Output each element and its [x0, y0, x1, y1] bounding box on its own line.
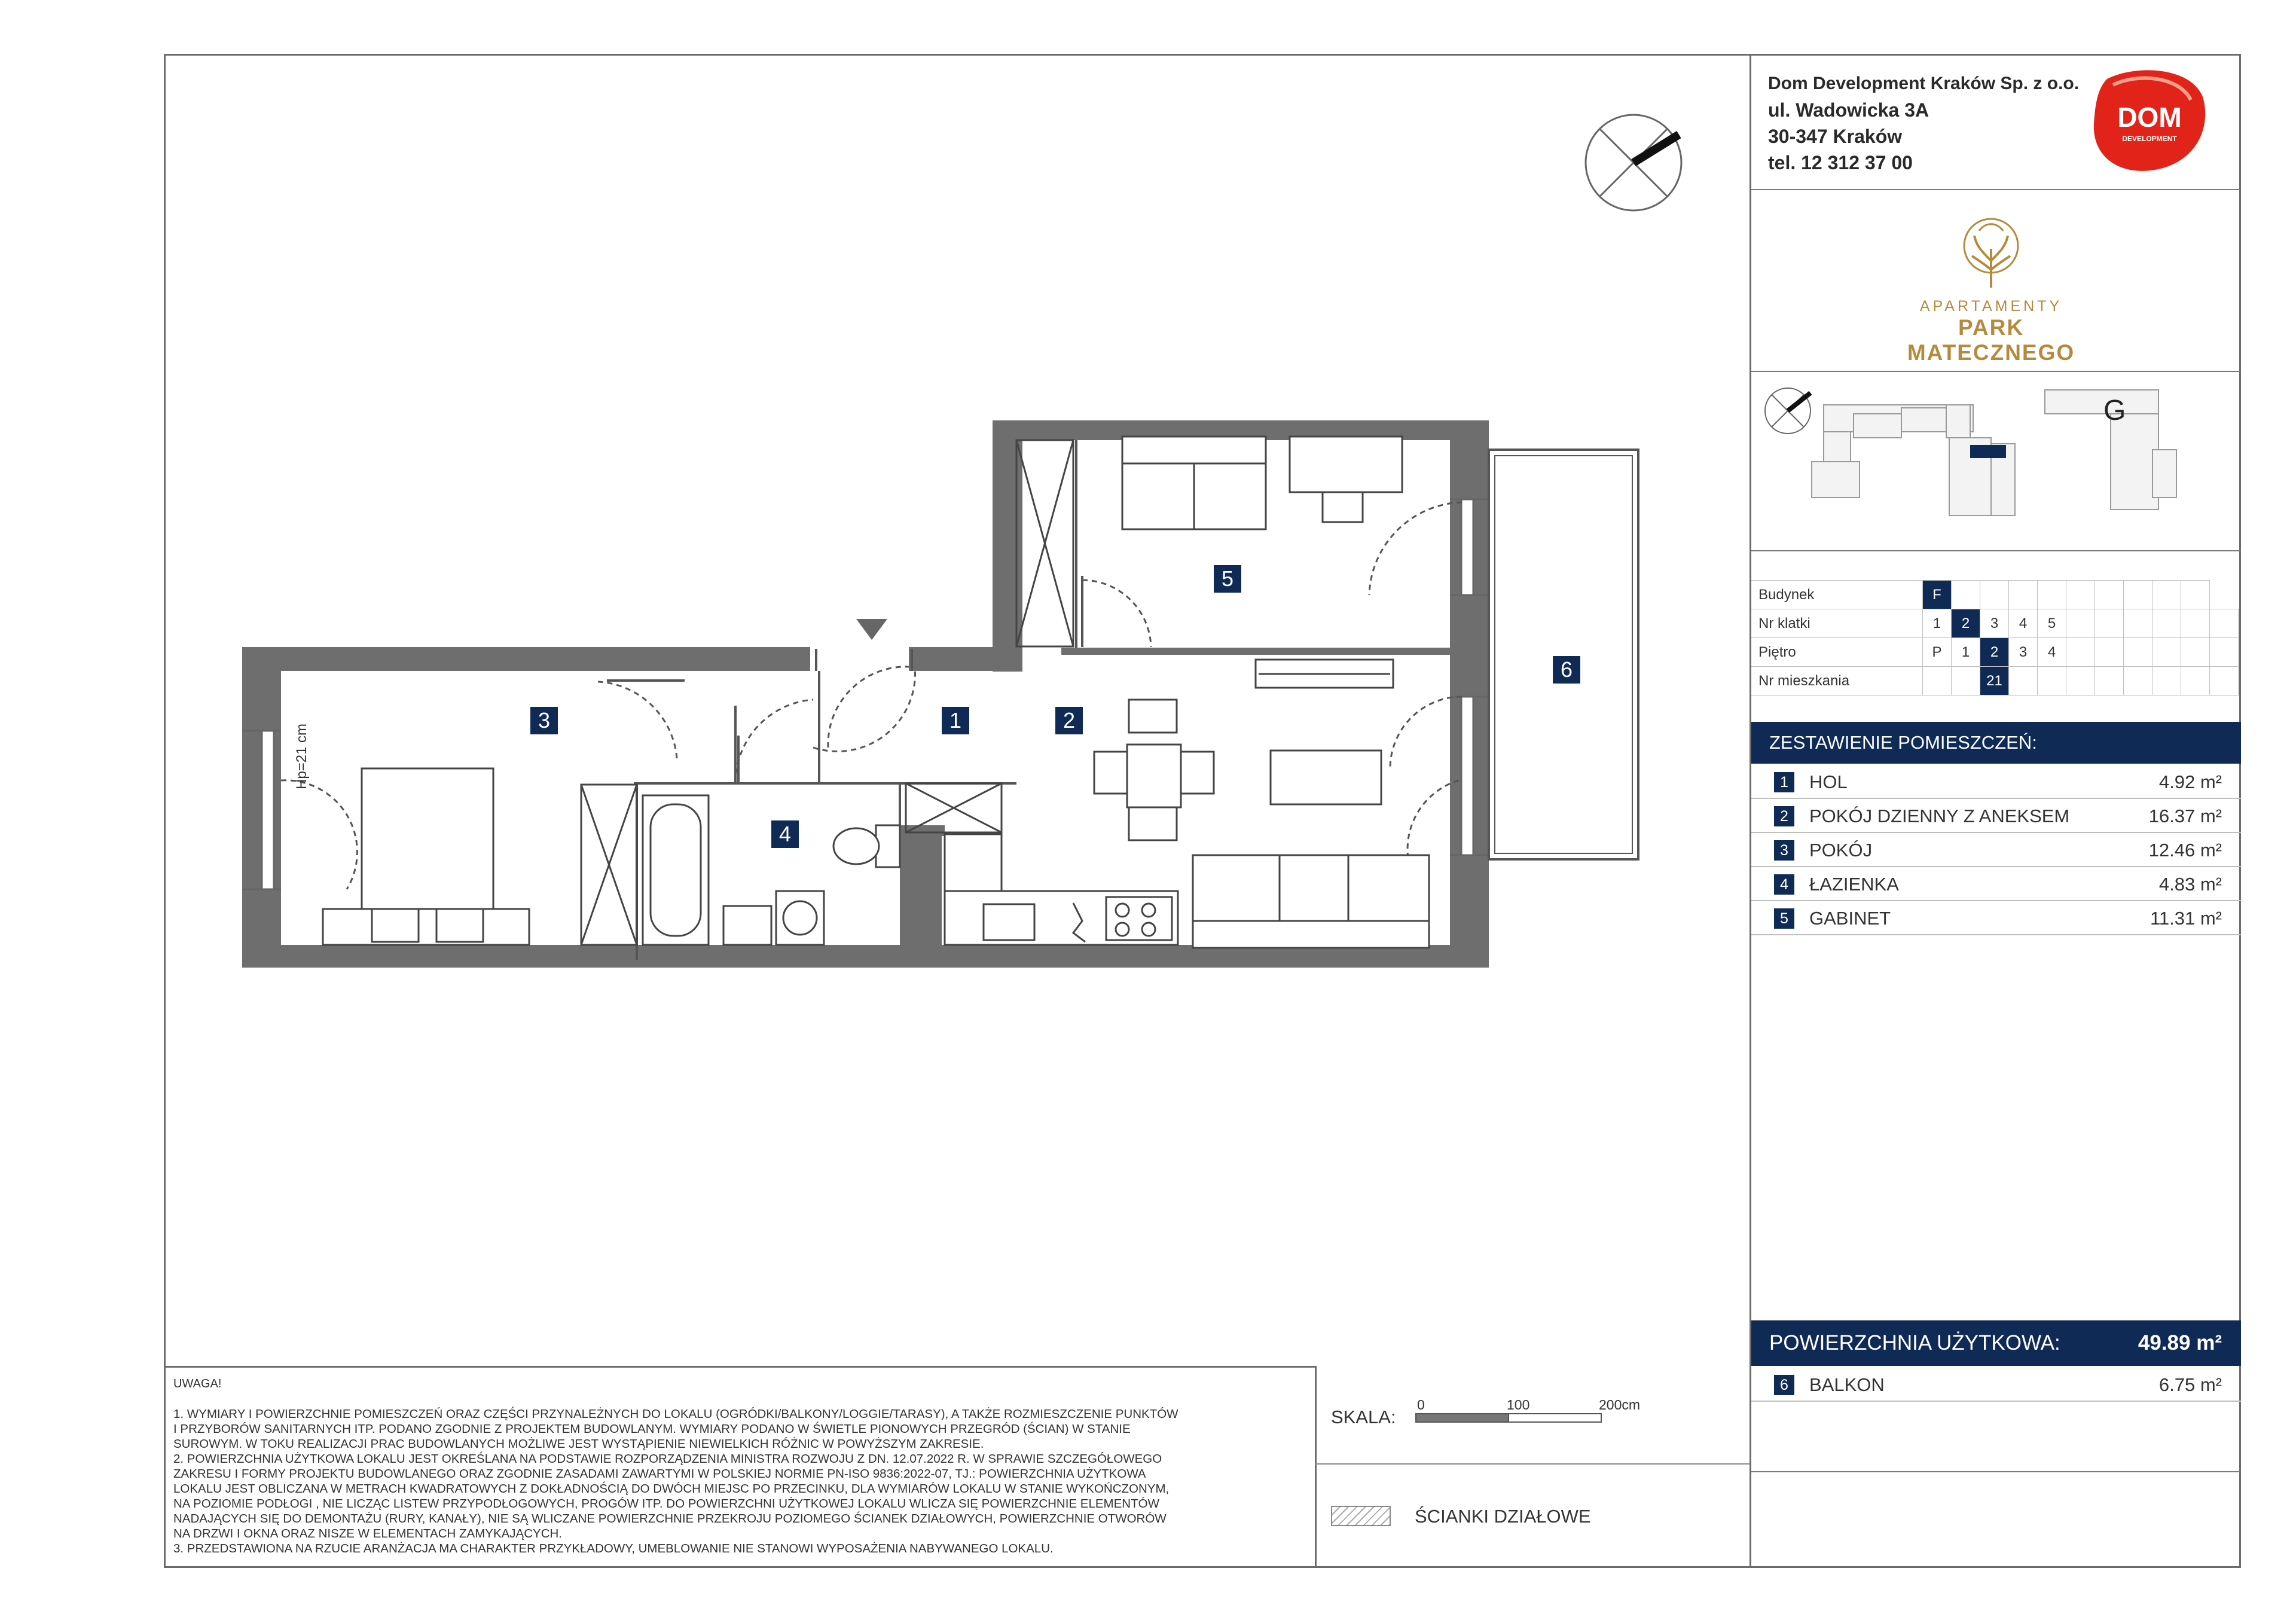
room-label-5: 5 — [1214, 565, 1241, 593]
total-area-label: POWIERZCHNIA UŻYTKOWA: — [1769, 1331, 2060, 1354]
note-line: 1. WYMIARY I POWIERZCHNIE POMIESZCZEŃ ORAZ CZĘŚCI PRZYNALEŻNYCH DO LOKALU (OGRÓDKI/BALKONY/LOGGIE/TARASY), A TAKŻE ROZMIESZCZENIE PUNKTÓW — [173, 1407, 1178, 1421]
room-name: POKÓJ — [1809, 840, 1873, 861]
floor-plan — [166, 56, 1750, 1366]
brand-line-2: PARK MATECZNEGO — [1907, 315, 2075, 365]
key-compass-icon — [1765, 388, 1810, 434]
notes-title: UWAGA! — [173, 1377, 222, 1390]
divider-bottom — [1751, 1471, 2241, 1472]
room-num: 3 — [1774, 840, 1794, 861]
staircase-value-3: 4 — [2009, 609, 2038, 638]
floor-value-3: 3 — [2009, 638, 2038, 667]
note-line: 2. POWIERZCHNIA UŻYTKOWA LOKALU JEST OKREŚLANA NA PODSTAWIE ROZPORZĄDZENIA MINISTRA ROZWOJU Z DN. 12.07.2022 R. W SPRAWIE SZCZEGÓŁOWEGO — [173, 1452, 1162, 1466]
room-label-3: 3 — [530, 707, 558, 734]
total-area-value: 49.89 m² — [2138, 1331, 2222, 1354]
partition-swatch — [1331, 1506, 1391, 1526]
key-plan — [1758, 378, 2236, 545]
room-area: 16.37 m² — [2148, 806, 2222, 826]
room-num: 1 — [1774, 772, 1794, 792]
divider-brand — [1751, 371, 2241, 372]
room-area: 6.75 m² — [2158, 1374, 2222, 1395]
apartment-value-0: 21 — [1980, 667, 2009, 695]
park-tree-icon — [1961, 213, 2021, 291]
divider-company — [1751, 189, 2241, 190]
room-row-2 — [1751, 799, 2241, 833]
notes-body — [173, 1407, 1297, 1556]
scale-hdivider — [1315, 1463, 1750, 1465]
dom-development-logo — [2089, 67, 2210, 175]
floor-value-1: 1 — [1952, 638, 1980, 667]
project-brand — [1871, 295, 2111, 365]
scale-label: SKALA: — [1331, 1407, 1396, 1427]
apartment-info-table — [1751, 580, 2239, 695]
scale-tick-0: 0 — [1417, 1397, 1425, 1413]
room-row-balcony — [1751, 1368, 2241, 1402]
room-area: 11.31 m² — [2150, 908, 2222, 929]
compass-icon — [1586, 115, 1681, 210]
floor-value-0: P — [1923, 638, 1952, 667]
room-num: 2 — [1774, 806, 1794, 826]
room-name: BALKON — [1809, 1374, 1885, 1395]
note-line: NA POZIOMIE PODŁOGI , NIE LICZĄC LISTEW PRZYPODŁOGOWYCH, PROGÓW ITP. DO POWIERZCHNI UŻYTKOWEJ LOKALU WLICZA SIĘ POWIERZCHNIE ELEMENTÓW — [173, 1497, 1159, 1511]
room-row-1 — [1751, 765, 2241, 799]
building-letter: G — [2103, 395, 2126, 426]
note-line: I PRZYBORÓW SANITARNYCH ITP. PODANO ZGODNIE Z PROJEKTEM BUDOWLANYM. WYMIARY PODANO W ŚWIETLE PIONOWYCH PRZEGRÓD (ŚCIAN) W STANIE — [173, 1422, 1131, 1436]
floor-label: Piętro — [1751, 638, 1923, 667]
room-label-2: 2 — [1055, 707, 1083, 734]
logo-text-development: DEVELOPMENT — [2122, 135, 2177, 143]
room-label-4: 4 — [771, 820, 799, 848]
staircase-value-4: 5 — [2038, 609, 2066, 638]
note-line: NA DRZWI I OKNA ORAZ NISZE W ELEMENTACH ZAMYKAJĄCYCH. — [173, 1527, 562, 1540]
floor-value-2: 2 — [1980, 638, 2009, 667]
staircase-label: Nr klatki — [1751, 609, 1923, 638]
note-line: NADAJĄCYCH SIĘ DO DEMONTAŻU (RURY, KANAŁY), NIE SĄ WLICZANE POWIERZCHNIE PRZEKROJU POZIOMEGO ŚCIANEK DZIAŁOWYCH, POWIERZCHNIE OTWORÓW — [173, 1512, 1167, 1526]
entrance-arrow-icon — [856, 619, 887, 640]
room-row-4 — [1751, 867, 2241, 901]
building-value-0: F — [1923, 581, 1952, 609]
room-label-1: 1 — [942, 707, 969, 734]
total-area-bar — [1751, 1320, 2241, 1366]
staircase-value-0: 1 — [1923, 609, 1952, 638]
floor-value-4: 4 — [2038, 638, 2066, 667]
note-line: ZAKRESU I FORMY PROJEKTU BUDOWLANEGO ORAZ ZGODNIE ZASADAMI ZAWARTYMI W POLSKIEJ NORMIE PN-ISO 9836:2022-07, TJ.: POWIERZCHNIA UŻYTKOWA — [173, 1467, 1146, 1481]
room-row-3 — [1751, 833, 2241, 867]
room-area: 4.83 m² — [2158, 874, 2222, 895]
building-label: Budynek — [1751, 581, 1923, 609]
company-street: ul. Wadowicka 3A — [1768, 99, 1929, 121]
room-name: GABINET — [1809, 908, 1891, 929]
divider-keyplan — [1751, 550, 2241, 551]
company-phone: tel. 12 312 37 00 — [1768, 152, 1913, 173]
staircase-value-1: 2 — [1952, 609, 1980, 638]
scale-divider — [1315, 1366, 1317, 1566]
furniture — [323, 437, 1429, 948]
room-name: ŁAZIENKA — [1809, 874, 1899, 895]
room-area: 12.46 m² — [2148, 840, 2222, 861]
room-area: 4.92 m² — [2158, 771, 2222, 792]
height-note: Hp=21 cm — [294, 723, 310, 789]
company-info — [1768, 71, 2079, 176]
note-line: LOKALU JEST OBLICZANA W METRACH KWADRATOWYCH Z DOKŁADNOŚCIĄ DO DWÓCH MIEJSC PO PRZECINKU, DLA WYMIARÓW LOKALU W STANIE WYKOŃCZONYM, — [173, 1482, 1170, 1496]
scale-bar — [1415, 1413, 1606, 1424]
room-name: POKÓJ DZIENNY Z ANEKSEM — [1809, 806, 2070, 826]
room-label-6: 6 — [1553, 656, 1580, 684]
room-row-5 — [1751, 901, 2241, 935]
scale-tick-200: 200cm — [1599, 1397, 1641, 1413]
balcony — [1489, 450, 1638, 859]
company-city: 30-347 Kraków — [1768, 126, 1903, 147]
scale-tick-100: 100 — [1507, 1397, 1530, 1413]
room-num: 6 — [1774, 1375, 1794, 1395]
room-num: 4 — [1774, 874, 1794, 895]
brand-line-1: APARTAMENTY — [1919, 298, 2063, 315]
room-num: 5 — [1774, 908, 1794, 929]
company-name: Dom Development Kraków Sp. z o.o. — [1768, 74, 2080, 93]
rooms-header: ZESTAWIENIE POMIESZCZEŃ: — [1751, 722, 2241, 764]
partition-legend-label: ŚCIANKI DZIAŁOWE — [1415, 1506, 1591, 1527]
logo-text-dom: DOM — [2117, 102, 2182, 133]
apartment-label: Nr mieszkania — [1751, 667, 1923, 695]
note-line: SUROWYM. W TOKU REALIZACJI PRAC BUDOWLANYCH MOŻLIWE JEST WYSTĄPIENIE NIEWIELKICH RÓŻNIC W POWYŻSZYM ZAKRESIE. — [173, 1437, 984, 1451]
note-line: 3. PRZEDSTAWIONA NA RZUCIE ARANŻACJA MA CHARAKTER PRZYKŁADOWY, UMEBLOWANIE NIE STANOWI WYPOSAŻENIA NABYWANEGO LOKALU. — [173, 1542, 1054, 1555]
room-name: HOL — [1809, 771, 1848, 792]
staircase-value-2: 3 — [1980, 609, 2009, 638]
